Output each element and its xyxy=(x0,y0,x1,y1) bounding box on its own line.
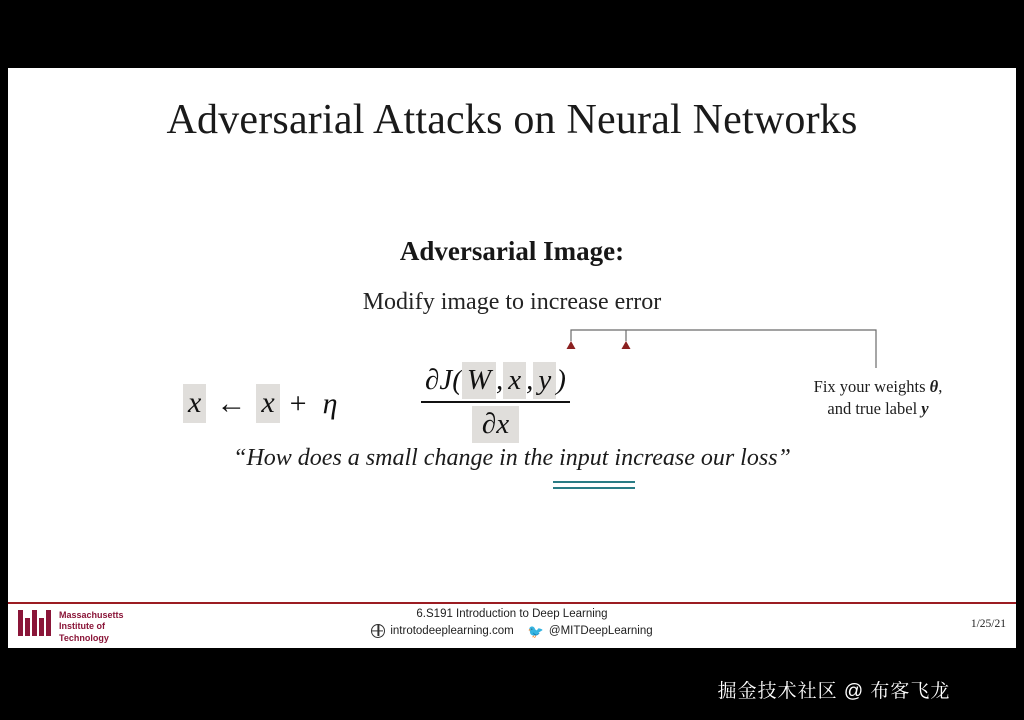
section-heading: Adversarial Image: xyxy=(399,236,625,266)
equation-term-x: x xyxy=(256,384,279,423)
footer-center-block xyxy=(8,608,1016,638)
numerator-weights: W xyxy=(462,362,496,399)
twitter-link[interactable] xyxy=(528,625,653,638)
annotation-line-1: Fix your weights xyxy=(813,377,930,396)
footer-links xyxy=(8,624,1016,638)
denominator-partial-x xyxy=(472,406,519,443)
mit-logo-line-3: Technology xyxy=(59,632,109,643)
section-subtitle: Modify image to increase error xyxy=(362,289,662,315)
fraction-bar xyxy=(421,401,570,403)
watermark-text: 掘金技术社区 @ 布客飞龙 xyxy=(717,680,951,702)
explanatory-quote: “How does a small change in the input increase our loss” xyxy=(233,445,791,471)
slide-canvas xyxy=(8,68,1016,648)
equation-row xyxy=(183,384,341,423)
equation-fraction xyxy=(421,364,570,444)
mit-logo-line-2: Institute of xyxy=(59,621,105,632)
annotation-y-symbol: y xyxy=(921,399,929,419)
watermark-bar xyxy=(644,658,1024,720)
fraction-numerator xyxy=(421,364,570,399)
annotation-line-2: and true label xyxy=(827,399,922,419)
annotation-line-1-end: , xyxy=(938,377,943,396)
equation-lhs-variable: x xyxy=(183,384,206,423)
mit-logo-line-1: Massachusetts xyxy=(59,610,124,620)
annotation-note xyxy=(778,376,978,421)
slide-footer xyxy=(8,604,1016,648)
arrowhead-weights xyxy=(567,341,576,349)
denominator-partial-symbol: ∂ xyxy=(481,408,497,440)
course-title: 6.S191 Introduction to Deep Learning xyxy=(416,608,608,620)
equation-plus-sign: + xyxy=(289,386,307,420)
slide-date: 1/25/21 xyxy=(970,618,1006,630)
denominator-variable: x xyxy=(496,408,510,440)
numerator-label-y: y xyxy=(533,362,556,399)
numerator-comma-1: , xyxy=(496,364,504,396)
twitter-label: @MITDeepLearning xyxy=(548,625,653,637)
annotation-theta-symbol: θ xyxy=(929,377,939,396)
page-title: Adversarial Attacks on Neural Networks xyxy=(166,97,858,143)
numerator-close-paren: ) xyxy=(556,364,566,396)
twitter-icon: 🐦 xyxy=(527,623,544,639)
numerator-input-x: x xyxy=(503,362,526,399)
quote-underline-marker xyxy=(553,481,635,489)
globe-icon xyxy=(371,624,385,638)
fraction-denominator xyxy=(468,406,523,444)
numerator-comma-2: , xyxy=(526,364,534,396)
equation-assign-arrow: ← xyxy=(216,386,247,420)
website-link[interactable] xyxy=(371,624,513,638)
numerator-partial-j: ∂J( xyxy=(425,364,462,396)
equation-eta: η xyxy=(322,386,338,420)
arrowhead-label xyxy=(622,341,631,349)
website-label: introtodeeplearning.com xyxy=(390,625,514,637)
